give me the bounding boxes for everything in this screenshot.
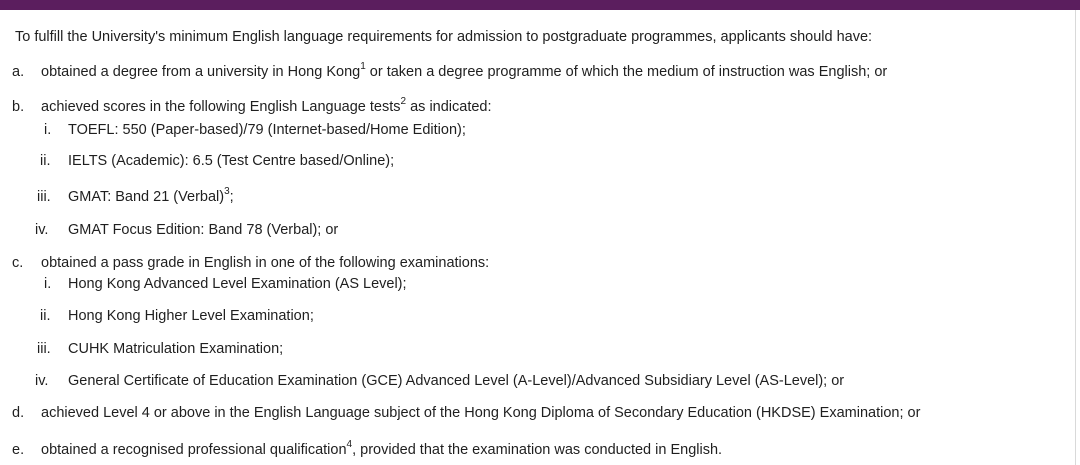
item-b-marker: b. [12, 99, 25, 115]
item-b-iv-text: GMAT Focus Edition: Band 78 (Verbal); or [68, 222, 339, 238]
item-e-marker: e. [12, 442, 25, 458]
item-c-i-marker: i. [44, 276, 52, 292]
item-b-i-marker: i. [44, 122, 52, 138]
item-a-marker: a. [12, 64, 25, 80]
footnote-ref-2[interactable]: 2 [400, 96, 407, 108]
item-b-i-text: TOEFL: 550 (Paper-based)/79 (Internet-based/Home Edition); [68, 122, 466, 138]
item-b-iii-text: GMAT: Band 21 (Verbal)$^3$; [68, 186, 234, 205]
item-c-iii-text: CUHK Matriculation Examination; [68, 341, 284, 357]
item-c-iv-marker: iv. [35, 373, 49, 389]
item-a-text: obtained a degree from a university in Hong Kong$^1$ or taken a degree programme of which the medium of instruction was English; or [41, 61, 888, 80]
footnote-ref-4[interactable]: 4 [346, 439, 353, 451]
item-c-i-text: Hong Kong Advanced Level Examination (AS Level); [68, 276, 407, 292]
footnote-ref-3[interactable]: 3 [224, 186, 230, 198]
item-c-text: obtained a pass grade in English in one of the following examinations: [41, 255, 490, 271]
footnote-ref-1[interactable]: 1 [360, 61, 366, 73]
item-b-ii-text: IELTS (Academic): 6.5 (Test Centre based/Online); [68, 153, 395, 169]
item-e-text: obtained a recognised professional qualification$^4$, provided that the examination was conducted in English. [41, 439, 723, 458]
item-b-iii-marker: iii. [37, 189, 51, 205]
item-b-iv-marker: iv. [35, 222, 49, 238]
item-c-marker: c. [12, 255, 24, 271]
item-d-marker: d. [12, 405, 25, 421]
item-c-iv-text: General Certificate of Education Examination (GCE) Advanced Level (A-Level)/Advanced Subsidiary Level (AS-Level); or [68, 373, 845, 389]
item-b-text: achieved scores in the following English Language tests$^2$ as indicated: [41, 96, 492, 115]
item-d-text: achieved Level 4 or above in the English Language subject of the Hong Kong Diploma of Secondary Education (HKDSE) Examination; or [41, 405, 921, 421]
item-c-ii-text: Hong Kong Higher Level Examination; [68, 308, 314, 324]
right-divider [1075, 10, 1076, 465]
item-c-iii-marker: iii. [37, 341, 51, 357]
item-b-ii-marker: ii. [40, 153, 51, 169]
intro-paragraph: To fulfill the University's minimum English language requirements for admission to postgraduate programmes, applicants should have: [15, 29, 873, 45]
item-c-ii-marker: ii. [40, 308, 51, 324]
top-accent-bar [0, 0, 1080, 10]
